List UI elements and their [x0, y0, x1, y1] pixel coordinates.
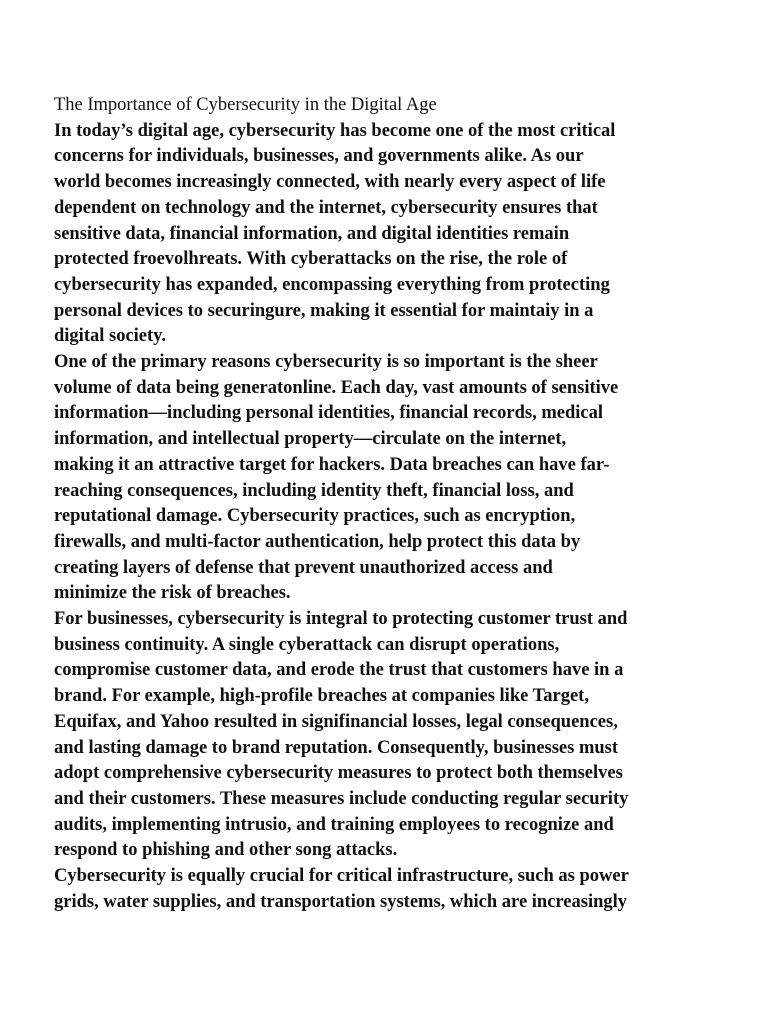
text-line: creating layers of defense that prevent unauthorized access and [54, 557, 553, 578]
text-line: Equifax, and Yahoo resulted in signifinancial losses, legal consequences, [54, 711, 618, 732]
paragraph-businesses [54, 607, 694, 864]
text-line: business continuity. A single cyberattack can disrupt operations, [54, 634, 560, 655]
paragraph-infrastructure [54, 864, 694, 915]
text-line: minimize the risk of breaches. [54, 583, 291, 604]
text-line: compromise customer data, and erode the trust that customers have in a [54, 660, 624, 681]
text-line: For businesses, cybersecurity is integral to protecting customer trust and [54, 609, 628, 630]
text-line: reputational damage. Cybersecurity practices, such as encryption, [54, 506, 576, 527]
text-line: respond to phishing and other song attacks. [54, 840, 398, 861]
text-line: making it an attractive target for hackers. Data breaches can have far- [54, 454, 610, 475]
text-line: grids, water supplies, and transportation systems, which are increasingly [54, 891, 628, 912]
text-line: information—including personal identities, financial records, medical [54, 403, 604, 424]
text-line: dependent on technology and the internet, cybersecurity ensures that [54, 197, 598, 218]
text-line: information, and intellectual property—circulate on the internet, [54, 429, 567, 450]
text-line: reaching consequences, including identity theft, financial loss, and [54, 480, 574, 501]
document-page [54, 93, 694, 916]
text-line: cybersecurity has expanded, encompassing everything from protecting [54, 274, 610, 295]
text-line: digital society. [54, 326, 167, 347]
text-line: world becomes increasingly connected, with nearly every aspect of life [54, 172, 606, 193]
text-line: In today’s digital age, cybersecurity has become one of the most critical [54, 120, 616, 141]
text-line: concerns for individuals, businesses, and governments alike. As our [54, 146, 584, 167]
paragraph-data-volume [54, 350, 694, 607]
text-line: firewalls, and multi-factor authentication, help protect this data by [54, 531, 581, 552]
text-line: sensitive data, financial information, and digital identities remain [54, 223, 570, 244]
text-line: audits, implementing intrusio, and training employees to recognize and [54, 814, 614, 835]
text-line: brand. For example, high-profile breaches at companies like Target, [54, 686, 589, 707]
text-line: volume of data being generatonline. Each day, vast amounts of sensitive [54, 377, 619, 398]
text-line: personal devices to securingure, making it essential for maintaiy in a [54, 300, 594, 321]
document-title: The Importance of Cybersecurity in the Digital Age [54, 95, 437, 115]
text-line: Cybersecurity is equally crucial for critical infrastructure, such as power [54, 866, 629, 887]
text-line: One of the primary reasons cybersecurity is so important is the sheer [54, 352, 598, 373]
paragraph-intro [54, 119, 694, 350]
text-line: and lasting damage to brand reputation. Consequently, businesses must [54, 737, 619, 758]
text-line: adopt comprehensive cybersecurity measures to protect both themselves [54, 763, 623, 784]
text-line: and their customers. These measures include conducting regular security [54, 788, 629, 809]
text-line: protected froevolhreats. With cyberattacks on the rise, the role of [54, 249, 568, 270]
